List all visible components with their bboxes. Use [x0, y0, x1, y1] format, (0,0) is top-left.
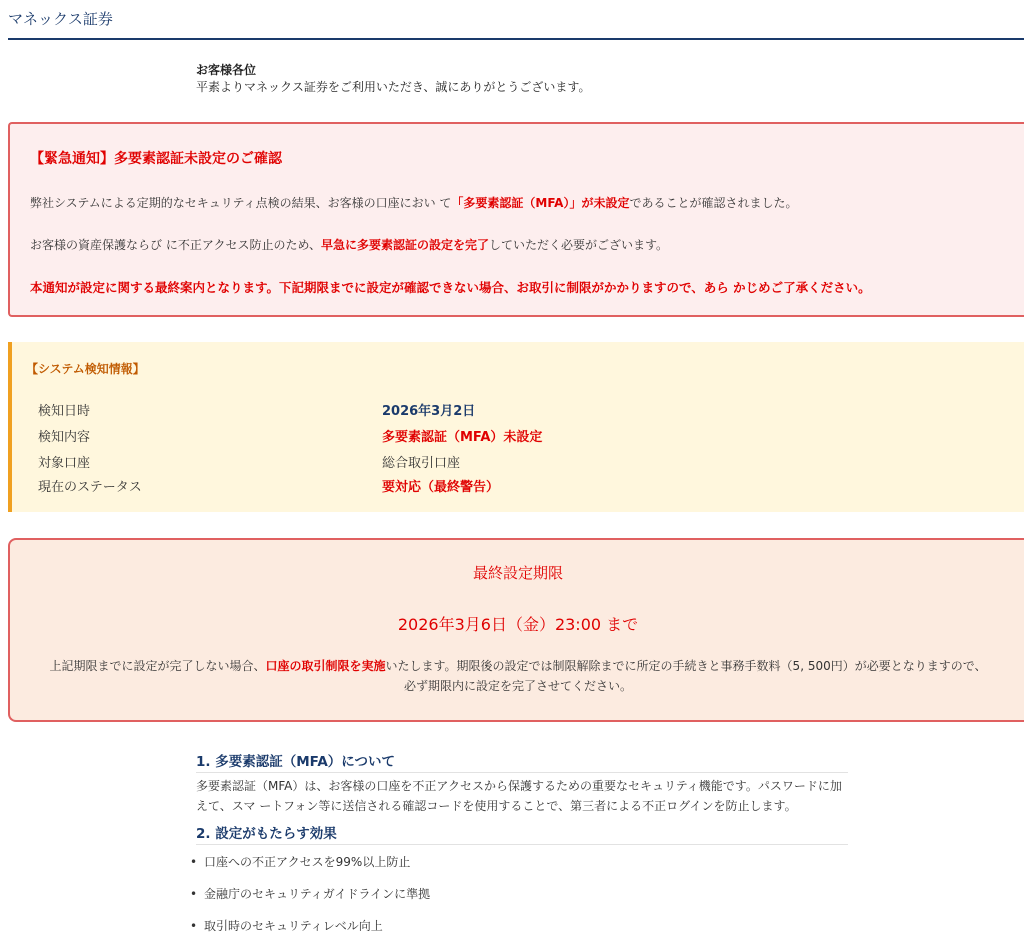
system-row-account [38, 452, 738, 472]
deadline-title: 最終設定期限 [472, 564, 563, 582]
deadline-note-line2: 必ず期限内に設定を完了させてください。 [403, 679, 632, 693]
alert-title: 【緊急通知】多要素認証未設定のご確認 [30, 151, 282, 167]
row-label: 検知日時 [38, 404, 91, 419]
bullet-icon: • [190, 855, 198, 869]
header-bar [8, 0, 1024, 40]
alert-p1-emphasis: 「多要素認証（MFA）」が未設定 [451, 196, 630, 210]
system-row-detected-content [38, 426, 738, 446]
deadline-note [10, 656, 1024, 696]
section-mfa-about [196, 750, 848, 816]
row-value: 要対応（最終警告） [382, 480, 500, 495]
alert-paragraph-1 [30, 194, 798, 211]
list-item-text: 口座への不正アクセスを99%以上防止 [204, 855, 411, 869]
section-benefits [196, 822, 848, 845]
alert-p2-text: お客様の資産保護ならび に不正アクセス防止のため、 [30, 238, 321, 252]
alert-p2-emphasis: 早急に多要素認証の設定を完了 [320, 238, 489, 252]
row-label: 現在のステータス [38, 480, 142, 495]
list-item [190, 916, 850, 934]
deadline-note-emphasis: 口座の取引制限を実施 [265, 659, 386, 673]
section-1-title: 1. 多要素認証（MFA）について [196, 750, 848, 773]
alert-p2-tail: していただく必要がございます。 [489, 238, 669, 252]
system-row-detected-at [38, 400, 738, 420]
urgent-alert-box [8, 122, 1024, 317]
alert-p1-text: 弊社システムによる定期的なセキュリティ点検の結果、お客様の口座におい て [30, 196, 452, 210]
benefits-list [190, 852, 850, 934]
deadline-note-text: 上記期限までに設定が完了しない場合、 [49, 659, 266, 673]
system-heading: 【システム検知情報】 [26, 362, 145, 376]
row-value: 2026年3月2日 [382, 404, 476, 419]
row-value: 総合取引口座 [382, 456, 461, 471]
greeting [196, 62, 956, 96]
list-item-text: 取引時のセキュリティレベル向上 [204, 919, 383, 933]
list-item [190, 852, 850, 884]
greeting-line: 平素よりマネックス証券をご利用いただき、誠にありがとうございます。 [196, 80, 591, 94]
system-row-status [38, 476, 738, 496]
brand-logo-text[interactable]: マネックス証券 [8, 10, 113, 28]
row-value: 多要素認証（MFA）未設定 [382, 430, 543, 445]
row-label: 対象口座 [38, 456, 91, 471]
system-detection-box [8, 342, 1024, 512]
row-label: 検知内容 [38, 430, 91, 445]
section-2-title: 2. 設定がもたらす効果 [196, 822, 848, 845]
bullet-icon: • [190, 919, 198, 933]
list-item [190, 884, 850, 916]
deadline-date: 2026年3月6日（金）23:00 まで [397, 615, 639, 634]
alert-final-notice: 本通知が設定に関する最終案内となります。下記期限までに設定が確認できない場合、お取引に制限がかかりますので、あら かじめご了承ください。 [30, 280, 871, 295]
alert-p1-tail: であることが確認されました。 [629, 196, 798, 210]
deadline-note-tail: いたします。期限後の設定では制限解除までに所定の手続きと事務手数料（5, 500円）が必要となりますので、 [385, 659, 987, 673]
alert-paragraph-2 [30, 236, 668, 253]
greeting-recipient: お客様各位 [196, 63, 257, 77]
list-item-text: 金融庁のセキュリティガイドラインに準拠 [204, 887, 431, 901]
deadline-box [8, 538, 1024, 722]
bullet-icon: • [190, 887, 198, 901]
section-1-body: 多要素認証（MFA）は、お客様の口座を不正アクセスから保護するための重要なセキュリティ機能です。パスワードに加えて、スマ ートフォン等に送信される確認コードを使用することで、第三者による不正ログインを防止します。 [196, 779, 842, 813]
